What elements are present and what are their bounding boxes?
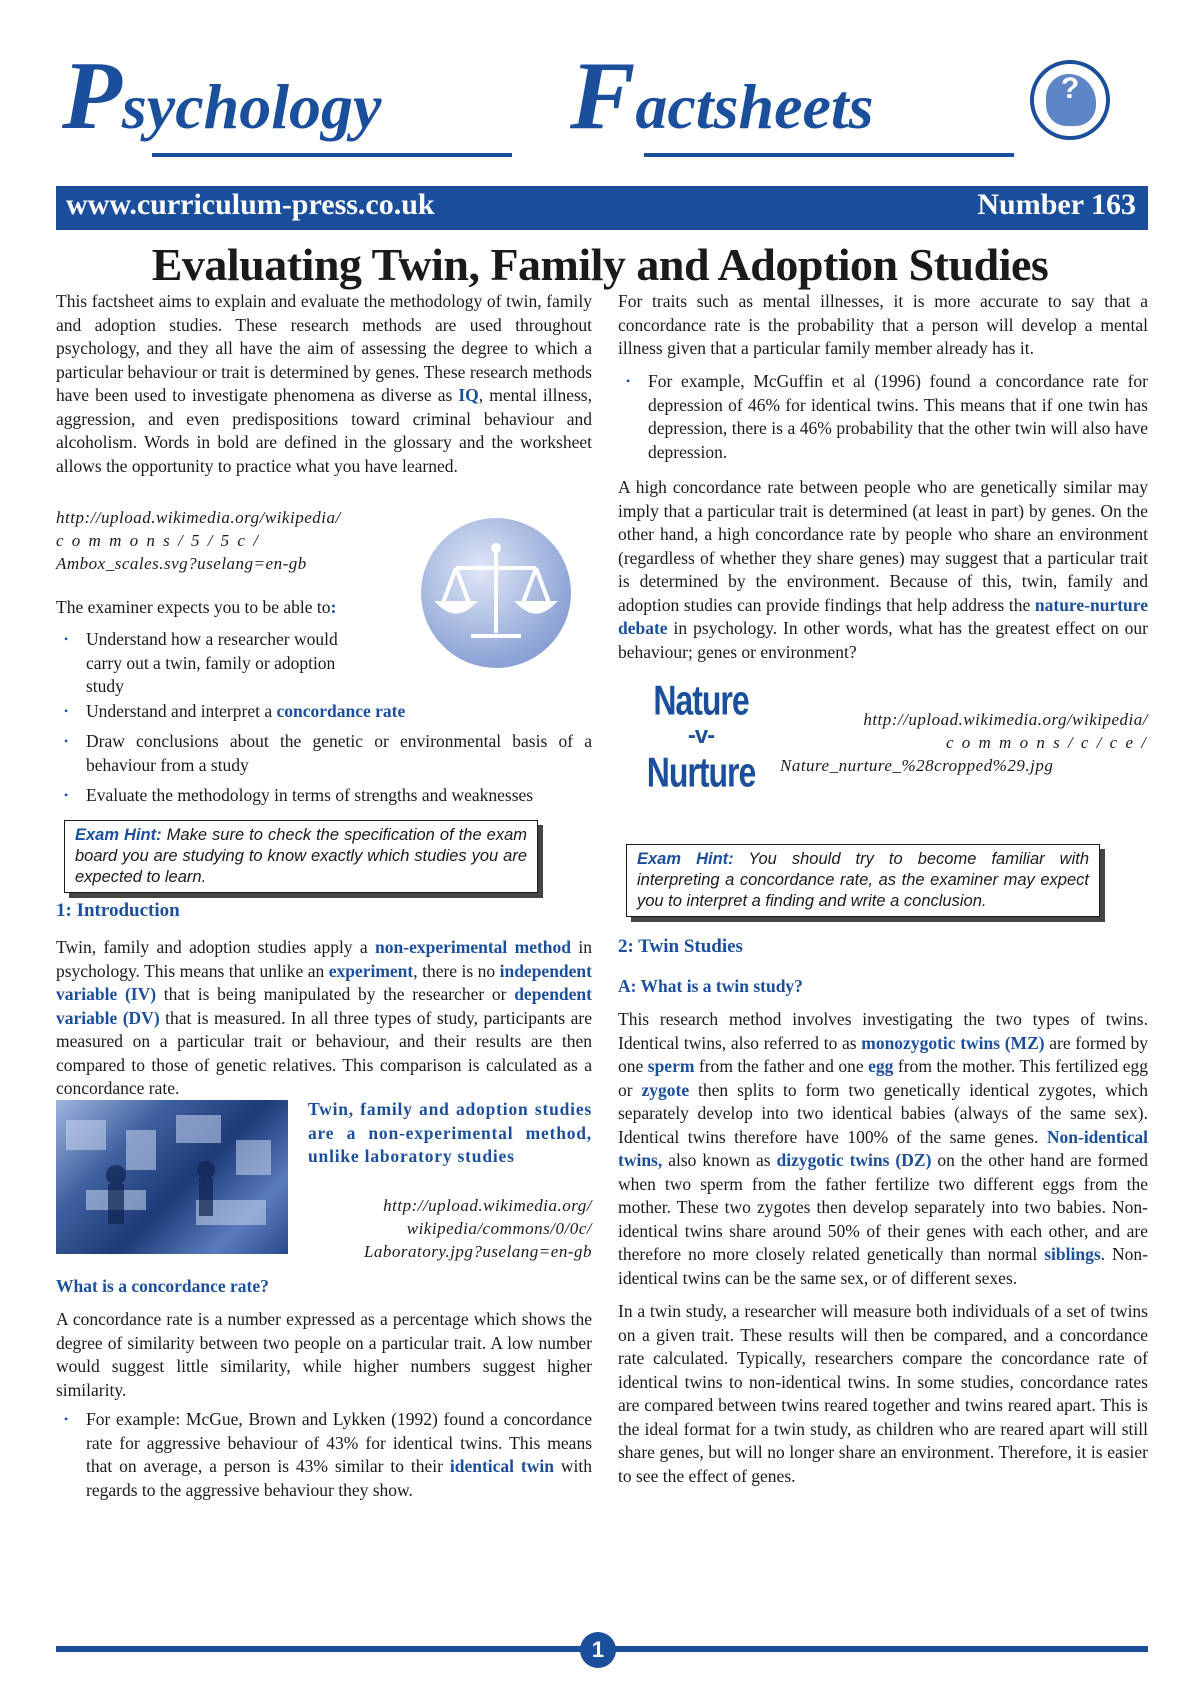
mental-illness-paragraph: For traits such as mental illnesses, it is more accurate to say that a concordance rate is the probability that a person will develop a mental illness given that a particular family member already has it. (618, 291, 1148, 358)
twin-study-paragraph: This research method involves investigating the two types of twins. Identical twins, also referred to as monozygotic twins (MZ) are formed by one sperm from the father and one egg from the mother. This fertilized egg or zygote then splits to form two genetically identical zygotes, which separately develop into two identical babies (always of the same sex). Identical twins therefore have 100% of the same genes. Non-identical twins, also known as dizygotic twins (DZ) on the other hand are formed when two sperm from the father fertilize two different eggs from the mother. These two zygotes then develop separately into two babies. Non-identical twins share around 50% of their genes with each other, and are therefore no more closely related genetically than normal siblings. Non-identical twins can be the same sex, or of different sexes. (618, 1009, 1148, 1288)
introduction-paragraph: Twin, family and adoption studies apply a non-experimental method in psychology. This means that unlike an experiment, there is no independent variable (IV) that is being manipulated by the researcher or dependent variable (DV) that is measured. In all three types of study, participants are measured on a particular trait or behaviour, and their results are then compared to those of genetic relatives. This comparison is calculated as a concordance rate. (56, 937, 592, 1098)
issue-number: Number 163 (977, 188, 1136, 221)
list-item: • Draw conclusions about the genetic or environmental basis of a behaviour from a study (56, 730, 592, 777)
section-heading-introduction: 1: Introduction (56, 900, 180, 921)
twin-study-paragraph-2: In a twin study, a researcher will measure both individuals of a set of twins on a given trait. These results will then be compared, and a concordance rate calculated. Typically, researchers compare the concordance rate of identical twins to non-identical twins. In some studies, concordance rates are compared between twins reared together and twins reared apart. This is the ideal format for a twin study, as children who are reared apart will still share genes, but will no longer share an environment. Therefore, it is easier to see the effect of genes. (618, 1301, 1148, 1486)
nature-nurture-image: Nature -v- Nurture (646, 676, 756, 796)
laboratory-image-url: http://upload.wikimedia.org/ wikipedia/commons/0/0c/ Laboratory.jpg?uselang=en-gb (363, 1196, 592, 1261)
header-bar (56, 186, 1148, 230)
masthead-factsheets: Factsheets (570, 42, 874, 150)
laboratory-caption: Twin, family and adoption studies are a non-experimental method, unlike laboratory studies (308, 1099, 592, 1166)
exam-hint-box: Exam Hint: Make sure to check the specification of the exam board you are studying to know exactly which studies you are expected to learn. (64, 820, 538, 893)
section-heading-what-is-twin-study: A: What is a twin study? (618, 976, 803, 996)
head-brain-icon: ? (1030, 60, 1110, 140)
nature-nurture-paragraph: A high concordance rate between people who are genetically similar may imply that a particular trait is determined (at least in part) by genes. On the other hand, a high concordance rate by people who share an environment (regardless of whether they share genes) may suggest that a particular trait is determined by the environment. Because of this, twin, family and adoption studies can provide findings that help address the nature-nurture debate in psychology. In other words, what has the greatest effect on our behaviour; genes or environment? (618, 477, 1148, 662)
examiner-intro: The examiner expects you to be able to: (56, 597, 337, 617)
list-item: • Understand how a researcher would carry out a twin, family or adoption study (56, 628, 376, 699)
masthead-psychology: Psychology (62, 42, 382, 150)
scales-icon (421, 518, 571, 668)
page-number: 1 (580, 1632, 616, 1668)
laboratory-photo (56, 1100, 288, 1254)
website-url[interactable]: www.curriculum-press.co.uk (66, 188, 435, 221)
right-column (618, 290, 1148, 1640)
nature-nurture-image-url: http://upload.wikimedia.org/wikipedia/ c o m m o n s / c / c e / Nature_nurture_%28cropped%29.jpg (780, 710, 1148, 775)
list-item: • For example: McGue, Brown and Lykken (1992) found a concordance rate for aggressive behaviour of 43% for identical twins. This means that on average, a person is 43% similar to their identical twin with regards to the aggressive behaviour they show. (56, 1408, 592, 1502)
list-item: • Evaluate the methodology in terms of strengths and weaknesses (56, 784, 592, 808)
list-item: • Understand and interpret a concordance rate (56, 700, 592, 724)
section-heading-concordance: What is a concordance rate? (56, 1276, 269, 1296)
intro-paragraph: This factsheet aims to explain and evaluate the methodology of twin, family and adoption studies. These research methods are used throughout psychology, and they all have the aim of assessing the degree to which a particular behaviour or trait is determined by genes. These research methods have been used to investigate phenomena as diverse as IQ, mental illness, aggression, and even predispositions toward criminal behaviour and alcoholism. Words in bold are defined in the glossary and the worksheet allows the opportunity to practice what you have learned. (56, 291, 592, 476)
exam-hint-box: Exam Hint: You should try to become familiar with interpreting a concordance rate, as the examiner may expect you to interpret a finding and write a conclusion. (626, 844, 1100, 917)
concordance-paragraph: A concordance rate is a number expressed as a percentage which shows the degree of similarity between two people on a particular trait. A low number would suggest little similarity, while higher numbers suggest higher similarity. (56, 1309, 592, 1400)
left-column (56, 290, 592, 1640)
list-item: • For example, McGuffin et al (1996) found a concordance rate for depression of 46% for identical twins. This means that if one twin has depression, there is a 46% probability that the other twin will also have depression. (618, 370, 1148, 464)
masthead-underline (644, 153, 1014, 157)
masthead (62, 40, 1122, 190)
masthead-underline (152, 153, 512, 157)
page-title: Evaluating Twin, Family and Adoption Studies (151, 239, 1049, 290)
scales-image-url: http://upload.wikimedia.org/wikipedia/ c o m m o n s / 5 / 5 c / Ambox_scales.svg?uselang=en-gb (56, 508, 341, 573)
section-heading-twin-studies: 2: Twin Studies (618, 936, 743, 957)
